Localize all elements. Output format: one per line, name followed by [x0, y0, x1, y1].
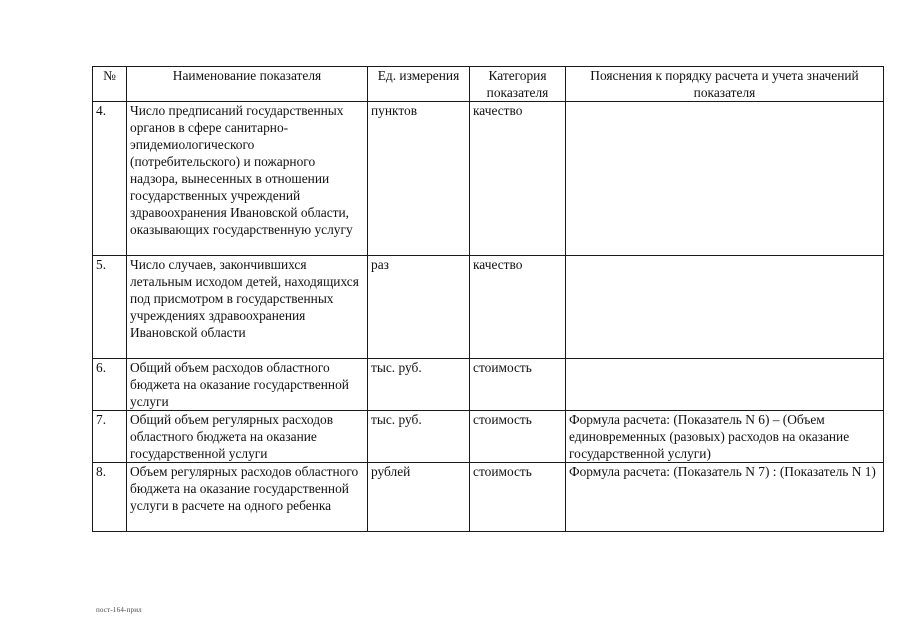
- row-num: 4.: [93, 102, 127, 256]
- row-num: 7.: [93, 411, 127, 463]
- header-name: Наименование показателя: [127, 67, 368, 102]
- row-notes: [566, 256, 884, 359]
- header-notes: Пояснения к порядку расчета и учета значений показателя: [566, 67, 884, 102]
- row-category: стоимость: [470, 359, 566, 411]
- row-num: 5.: [93, 256, 127, 359]
- row-name: Объем регулярных расходов областного бюджета на оказание государственной услуги в расчете на одного ребенка: [127, 463, 368, 532]
- table-header: [93, 67, 884, 102]
- row-unit: тыс. руб.: [368, 411, 470, 463]
- row-notes: Формула расчета: (Показатель N 6) – (Объем единовременных (разовых) расходов на оказание государственной услуги): [566, 411, 884, 463]
- row-notes: [566, 359, 884, 411]
- row-name: Число случаев, закончившихся летальным исходом детей, находящихся под присмотром в государственных учреждениях здравоохранения Ивановской области: [127, 256, 368, 359]
- table-body: [93, 102, 884, 532]
- header-unit: Ед. измерения: [368, 67, 470, 102]
- footer-file-label: пост-164-прил: [96, 606, 142, 614]
- header-num: №: [93, 67, 127, 102]
- row-name: Общий объем расходов областного бюджета на оказание государственной услуги: [127, 359, 368, 411]
- row-category: стоимость: [470, 411, 566, 463]
- table-row: [93, 411, 884, 463]
- row-category: качество: [470, 256, 566, 359]
- row-unit: раз: [368, 256, 470, 359]
- row-category: стоимость: [470, 463, 566, 532]
- table-row: [93, 256, 884, 359]
- row-notes: Формула расчета: (Показатель N 7) : (Показатель N 1): [566, 463, 884, 532]
- row-notes: [566, 102, 884, 256]
- table-row: [93, 463, 884, 532]
- table-row: [93, 102, 884, 256]
- row-num: 8.: [93, 463, 127, 532]
- row-unit: тыс. руб.: [368, 359, 470, 411]
- row-unit: пунктов: [368, 102, 470, 256]
- indicators-table: [92, 66, 884, 532]
- row-unit: рублей: [368, 463, 470, 532]
- row-name: Число предписаний государственных органов в сфере санитарно-эпидемиологического (потребительского) и пожарного надзора, вынесенных в отношении государственных учреждений здравоохранения Ивановской области, оказывающих государственную услугу: [127, 102, 368, 256]
- row-num: 6.: [93, 359, 127, 411]
- table-row: [93, 359, 884, 411]
- row-name: Общий объем регулярных расходов областного бюджета на оказание государственной услуги: [127, 411, 368, 463]
- header-category: Категория показателя: [470, 67, 566, 102]
- row-category: качество: [470, 102, 566, 256]
